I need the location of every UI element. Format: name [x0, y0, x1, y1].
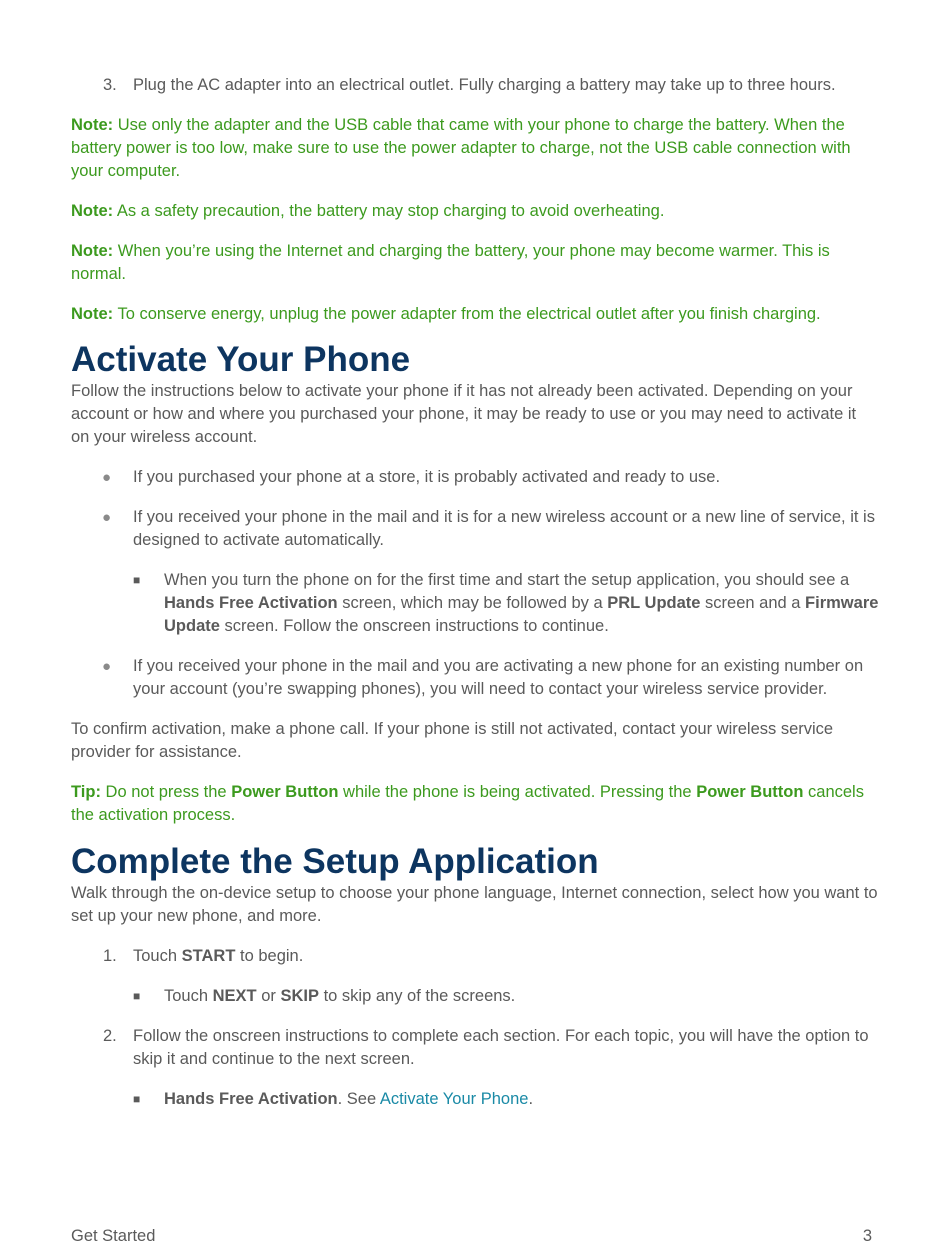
list-item-text: If you received your phone in the mail and it is for a new wireless account or a new line of service, it is designed to activate automatically.	[133, 508, 875, 549]
note-safety	[71, 200, 879, 223]
step-2	[71, 1025, 879, 1071]
step-3	[71, 74, 879, 97]
bold-run: Hands Free Activation	[164, 1090, 338, 1108]
footer-section-name: Get Started	[71, 1227, 156, 1245]
note-warmer	[71, 240, 879, 286]
text-run: screen, which may be followed by a	[337, 594, 608, 612]
note-text: To conserve energy, unplug the power adapter from the electrical outlet after you finish charging.	[113, 305, 821, 323]
sub-text	[164, 1090, 533, 1108]
text-run: Touch	[133, 947, 182, 965]
list-item	[71, 655, 879, 701]
text-run: Touch	[164, 987, 213, 1005]
bold-run: Firmware Update	[164, 594, 879, 635]
text-run: while the phone is being activated. Pressing the	[338, 783, 697, 801]
footer-page-number: 3	[862, 1227, 872, 1245]
text-run: cancels the activation process.	[71, 783, 864, 824]
bold-run: START	[181, 947, 236, 965]
note-text: When you’re using the Internet and charging the battery, your phone may become warmer. This is normal.	[71, 242, 830, 283]
list-item-text: If you received your phone in the mail and you are activating a new phone for an existing number on your account (you’re swapping phones), you will need to contact your wireless service provider.	[133, 657, 864, 698]
note-text: Use only the adapter and the USB cable that came with your phone to charge the battery. When the battery power is too low, make sure to use the power adapter to charge, not the USB cable connection with your computer.	[71, 116, 851, 180]
activate-your-phone-link[interactable]: Activate Your Phone	[379, 1090, 529, 1108]
square-bullet-icon: ■	[133, 1092, 141, 1106]
activate-intro: Follow the instructions below to activate your phone if it has not already been activated. Depending on your account or how and where you purchased your phone, it may be ready to use or you may need to activate it on your wireless account.	[71, 382, 857, 446]
sub-list-item	[71, 569, 879, 638]
step-number: 1.	[103, 947, 117, 965]
text-run: screen. Follow the onscreen instructions to continue.	[219, 617, 609, 635]
text-run: .	[528, 1090, 534, 1108]
note-adapter	[71, 114, 879, 183]
step-number: 3.	[103, 76, 117, 94]
tip-paragraph	[71, 781, 879, 827]
bold-run: PRL Update	[607, 594, 701, 612]
bullet-icon: ●	[102, 509, 112, 526]
sub-text	[164, 571, 878, 635]
sub-text	[164, 987, 515, 1005]
bold-run: NEXT	[212, 987, 257, 1005]
tip-label: Tip:	[71, 783, 101, 801]
text-run: to begin.	[235, 947, 304, 965]
step-text: Plug the AC adapter into an electrical outlet. Fully charging a battery may take up to three hours.	[133, 76, 836, 94]
list-item	[71, 506, 879, 552]
text-run: screen and a	[700, 594, 806, 612]
text-run: to skip any of the screens.	[319, 987, 516, 1005]
square-bullet-icon: ■	[133, 989, 141, 1003]
square-bullet-icon: ■	[133, 573, 141, 587]
text-run: or	[256, 987, 281, 1005]
note-text: As a safety precaution, the battery may stop charging to avoid overheating.	[113, 202, 665, 220]
sub-list-item	[71, 985, 879, 1008]
step-1	[71, 945, 879, 968]
heading-complete-setup: Complete the Setup Application	[71, 842, 599, 881]
setup-intro: Walk through the on-device setup to choose your phone language, Internet connection, select how you want to set up your new phone, and more.	[71, 884, 878, 925]
text-run: . See	[337, 1090, 380, 1108]
list-item-text: If you purchased your phone at a store, it is probably activated and ready to use.	[133, 468, 721, 486]
note-label: Note:	[71, 202, 114, 220]
list-item	[71, 466, 879, 489]
text-run: When you turn the phone on for the first time and start the setup application, you should see a	[164, 571, 850, 589]
note-label: Note:	[71, 305, 114, 323]
bold-run: Power Button	[696, 783, 804, 801]
bold-run: Hands Free Activation	[164, 594, 338, 612]
heading-activate-your-phone: Activate Your Phone	[71, 340, 411, 379]
text-run: Do not press the	[100, 783, 232, 801]
sub-list-item	[71, 1088, 879, 1111]
bullet-icon: ●	[102, 469, 112, 486]
bullet-icon: ●	[102, 658, 112, 675]
note-conserve	[71, 303, 879, 326]
bold-run: Power Button	[231, 783, 339, 801]
note-label: Note:	[71, 242, 114, 260]
step-text: Follow the onscreen instructions to complete each section. For each topic, you will have the option to skip it and continue to the next screen.	[133, 1027, 869, 1068]
step-number: 2.	[103, 1027, 117, 1045]
document-page	[71, 74, 879, 1111]
note-label: Note:	[71, 116, 114, 134]
step-text	[133, 947, 303, 965]
bold-run: SKIP	[280, 987, 319, 1005]
confirm-paragraph: To confirm activation, make a phone call. If your phone is still not activated, contact your wireless service provider for assistance.	[71, 720, 834, 761]
